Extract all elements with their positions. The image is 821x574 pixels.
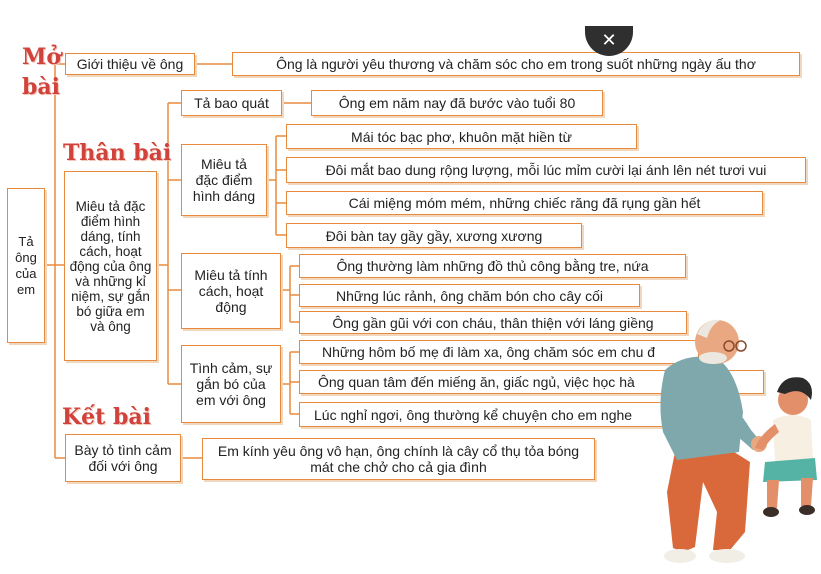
tinh-cach-node: Miêu tả tính cách, hoạt động — [181, 253, 281, 329]
ket-bai-detail: Em kính yêu ông vô hạn, ông chính là cây cổ thụ tỏa bóng mát che chở cho cả gia đình — [202, 438, 595, 480]
hinh-dang-item-2: Đôi mắt bao dung rộng lượng, mỗi lúc mỉm cười lại ánh lên nét tươi vui — [286, 157, 806, 183]
heading-mo-bai-line2: bài — [22, 74, 60, 100]
hinh-dang-item-4: Đôi bàn tay gầy gầy, xương xương — [286, 223, 582, 248]
tinh-cach-item-2: Những lúc rảnh, ông chăm bón cho cây cối — [299, 284, 640, 307]
hinh-dang-item-3: Cái miệng móm mém, những chiếc răng đã rụng gần hết — [286, 191, 763, 215]
ket-bai-node: Bày tỏ tình cảm đối với ông — [65, 434, 181, 482]
close-icon: ✕ — [601, 30, 617, 50]
hinh-dang-item-1: Mái tóc bạc phơ, khuôn mặt hiền từ — [286, 124, 637, 149]
mo-bai-detail: Ông là người yêu thương và chăm sóc cho em trong suốt những ngày ấu thơ — [232, 52, 800, 76]
mo-bai-node: Giới thiệu về ông — [65, 53, 195, 75]
tinh-cam-item-1: Những hôm bố mẹ đi làm xa, ông chăm sóc em chu đ — [299, 340, 699, 364]
hinh-dang-node: Miêu tả đặc điểm hình dáng — [181, 144, 267, 216]
heading-ket-bai: Kết bài — [62, 404, 151, 430]
root-node: Tả ông của em — [7, 188, 45, 343]
grandfather-child-illustration — [655, 312, 821, 574]
ta-bao-quat-node: Tả bao quát — [181, 90, 282, 116]
heading-mo-bai-line1: Mở — [22, 44, 62, 70]
tinh-cach-item-1: Ông thường làm những đồ thủ công bằng tre, nứa — [299, 254, 686, 278]
heading-mo-bai — [22, 44, 61, 100]
tinh-cam-item-3: Lúc nghỉ ngơi, ông thường kể chuyện cho em nghe — [299, 402, 669, 427]
ta-bao-quat-detail: Ông em năm nay đã bước vào tuổi 80 — [311, 90, 603, 116]
than-bai-node: Miêu tả đặc điểm hình dáng, tính cách, hoạt động của ông và những kỉ niệm, sự gắn bó giữa em và ông — [64, 171, 157, 361]
tinh-cam-node: Tình cảm, sự gắn bó của em với ông — [181, 345, 281, 423]
tinh-cach-item-3: Ông gần gũi với con cháu, thân thiện với láng giềng — [299, 311, 687, 334]
tinh-cam-item-2: Ông quan tâm đến miếng ăn, giấc ngủ, việc học hà — [299, 370, 764, 394]
heading-than-bai: Thân bài — [63, 140, 172, 166]
